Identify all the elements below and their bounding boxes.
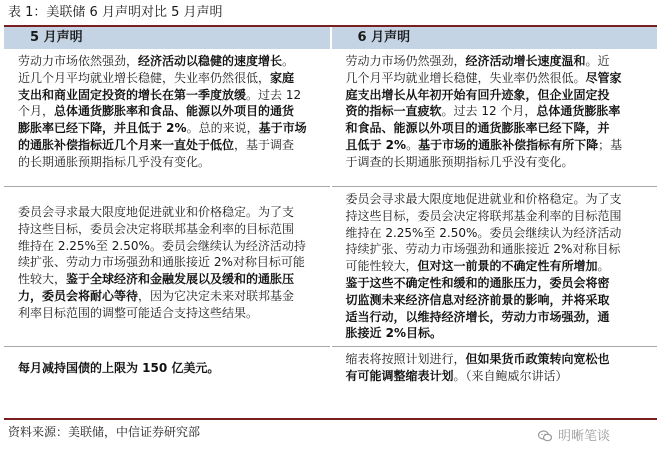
emphasized-text: 胀接近 2%目标。 [345, 326, 443, 341]
body-text: 近几个月平均就业增长稳健，失业率仍然很低， [18, 70, 271, 85]
emphasized-text: 总体通货膨胀率 [536, 104, 621, 119]
table-title: 表 1：美联储 6 月声明对比 5 月声明 [8, 5, 223, 20]
body-text: 维持在 2.25%至 2.50%。委员会继续认为经济活动持 [18, 238, 306, 253]
body-text: 缩表将按照计划进行， [345, 352, 466, 367]
body-text: 。总的来说， [186, 121, 259, 136]
emphasized-text: 资的指标一直疲软 [345, 104, 442, 119]
bottom-rule [4, 418, 657, 420]
body-text: ，因为它决定未来对联邦基金 [138, 288, 295, 303]
body-text: ；基 [598, 137, 623, 152]
emphasized-text: 鉴于全球经济和金融发展以及缓和的通胀压 [66, 272, 295, 287]
may-policy-cell [4, 187, 331, 347]
table-row [4, 49, 657, 187]
body-text: 维持在 2.25%至 2.50%。委员会继续认为经济活动 [345, 225, 622, 240]
body-text: 。过去 12 个月， [441, 104, 537, 119]
emphasized-text: 庭支出增长从年初开始有回升迹象，但企业固定投 [345, 87, 610, 102]
body-text: 个月， [18, 104, 55, 119]
body-text: 持这些目标，委员会决定将联邦基金利率的目标范围 [345, 208, 622, 223]
watermark [538, 428, 610, 446]
source-note: 资料来源：美联储，中信证券研究部 [8, 425, 201, 439]
table-row [4, 347, 657, 390]
emphasized-text: 经济活动以稳健的速度增长 [138, 54, 283, 68]
header-june [331, 27, 658, 49]
body-text: 。过去 12 [246, 87, 302, 102]
emphasized-text: 和食品、能源以外项目的通货膨胀率已经下降，并 [345, 121, 610, 136]
body-text: ，基于调查 [234, 137, 295, 152]
emphasized-text: 鉴于这些不确定性和缓和的通胀压力，委员会将密 [345, 275, 610, 290]
body-text: 持续扩张、劳动力市场强劲和通胀接近 2%对称目标 [345, 242, 621, 257]
body-text: 劳动力市场仍然强劲， [345, 54, 466, 68]
emphasized-text: 的通胀补偿指标近几个月来一直处于低位 [18, 137, 235, 152]
header-may [4, 27, 331, 49]
body-text: 性较大， [18, 272, 67, 287]
body-text: 的长期通胀预期指标几乎没有变化。 [18, 154, 211, 169]
emphasized-text: 但对这一前景的不确定性有所增加 [417, 259, 598, 274]
table-row [4, 187, 657, 347]
body-text: 劳动力市场依然强劲， [18, 54, 139, 68]
emphasized-text: 每月减持国债的上限为 150 亿美元。 [18, 361, 220, 376]
june-economy-text [332, 49, 658, 175]
body-text: 。近 [585, 54, 610, 68]
emphasized-text: 膨胀率已经下降，并且低于 2% [18, 121, 187, 136]
body-text: 持这些目标，委员会决定将联邦基金利率的目标范围 [18, 221, 295, 236]
watermark-text: 明晰笔谈 [558, 429, 611, 444]
emphasized-text: 基于市场 [258, 121, 307, 136]
body-text: 委员会寻求最大限度地促进就业和价格稳定。为了支 [18, 205, 295, 219]
emphasized-text: 切监测未来经济信息对经济前景的影响，并将采取 [345, 292, 610, 307]
header-june-label: 6 月声明 [357, 30, 411, 45]
may-balance-sheet-text [4, 347, 330, 381]
body-text: 几个月平均就业增长稳健，失业率仍然很低。 [345, 70, 586, 85]
body-text: 续扩张、劳动力市场强劲和通胀接近 2%对称目标可能 [18, 255, 305, 270]
may-balance-sheet-cell [4, 347, 331, 390]
june-policy-text [332, 187, 658, 346]
emphasized-text: 但如果货币政策转向宽松也 [465, 352, 610, 367]
body-text: 。 [406, 137, 419, 152]
emphasized-text: 总体通货膨胀率和食品、能源以外项目的通货 [54, 104, 295, 119]
body-text: 。（来自鲍威尔讲话） [453, 368, 568, 383]
emphasized-text: 基于市场的通胀补偿指标有所下降 [418, 137, 599, 152]
may-economy-cell [4, 49, 331, 187]
header-may-label: 5 月声明 [30, 30, 83, 45]
body-text: 。 [597, 259, 610, 274]
emphasized-text: 经济活动增长速度温和 [465, 54, 586, 68]
emphasized-text: 且低于 2% [345, 137, 407, 152]
emphasized-text: 家庭 [270, 70, 295, 85]
body-text: 委员会寻求最大限度地促进就业和价格稳定。为了支 [345, 192, 622, 206]
comparison-table [4, 27, 657, 389]
wechat-icon [538, 430, 552, 442]
body-text: 。 [282, 54, 295, 68]
may-economy-text [4, 49, 330, 175]
emphasized-text: 适当行动，以维持经济增长，劳动力市场强劲，通 [345, 309, 610, 324]
june-policy-cell [331, 187, 658, 347]
emphasized-text: 力，委员会将耐心等待 [18, 288, 139, 303]
body-text: 利率目标范围的调整可能适合支持这些结果。 [18, 305, 259, 320]
june-economy-cell [331, 49, 658, 187]
june-balance-sheet-text [332, 347, 658, 389]
emphasized-text: 尽管家 [585, 70, 622, 85]
emphasized-text: 支出和商业固定投资的增长在第一季度放缓 [18, 87, 247, 102]
emphasized-text: 有可能调整缩表计划 [345, 368, 454, 383]
body-text: 可能性较大， [345, 259, 418, 274]
june-balance-sheet-cell [331, 347, 658, 390]
body-text: 于调查的长期通胀预期指标几乎没有变化。 [345, 154, 574, 169]
may-policy-text [4, 187, 330, 326]
